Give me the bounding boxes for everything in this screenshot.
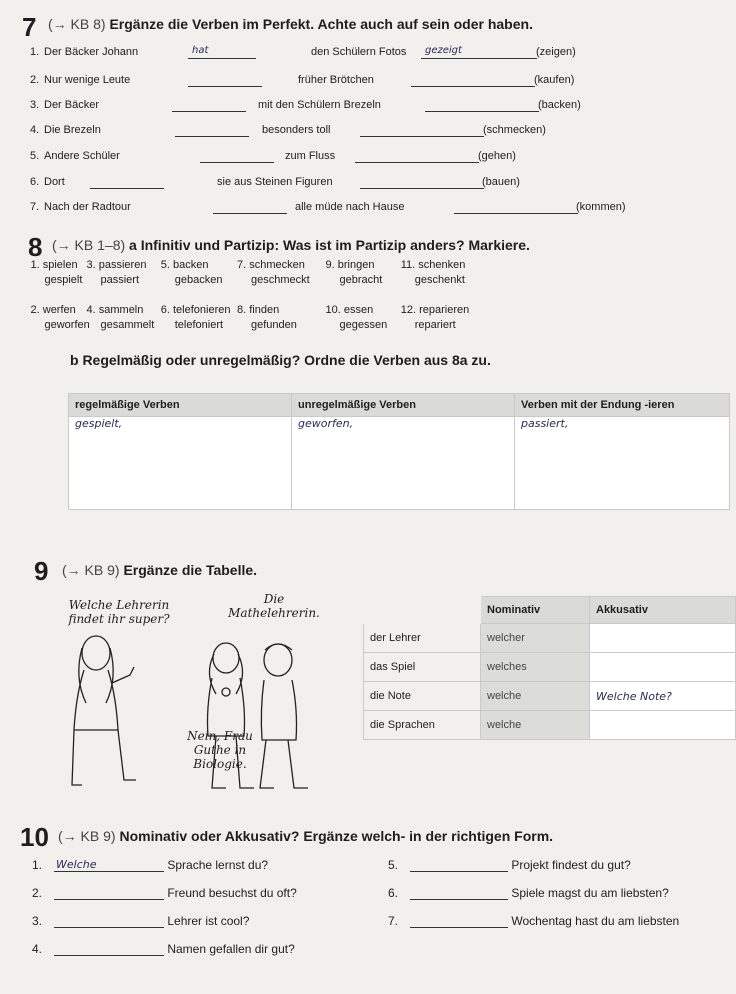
sentence-row bbox=[30, 97, 730, 115]
verb-participle[interactable]: telefoniert bbox=[174, 319, 224, 331]
question-text: Projekt findest du gut? bbox=[511, 858, 631, 872]
nominativ-akkusativ-table bbox=[363, 596, 736, 740]
verb-infinitive-line bbox=[401, 258, 466, 273]
sentence-middle: sie aus Steinen Figuren bbox=[217, 176, 333, 188]
participle-blank[interactable] bbox=[421, 45, 537, 59]
exercise-8b-title: b Regelmäßig oder unregelmäßig? Ordne die Verben aus 8a zu. bbox=[70, 352, 491, 368]
verb-infinitive: bringen bbox=[337, 259, 375, 271]
sentence-number: 3. bbox=[30, 99, 40, 111]
exercise-7-heading bbox=[48, 16, 533, 32]
question-text: Wochentag hast du am liebsten bbox=[511, 914, 680, 928]
participle-blank[interactable] bbox=[425, 98, 539, 112]
sentence-middle: besonders toll bbox=[262, 124, 331, 136]
verb-infinitive: backen bbox=[173, 259, 209, 271]
exercise-10-ref: (→ KB 9) bbox=[58, 828, 116, 844]
auxiliary-blank[interactable] bbox=[188, 45, 256, 59]
question-row bbox=[32, 886, 297, 904]
auxiliary-blank[interactable] bbox=[200, 149, 274, 163]
exercise-9-ref: (→ KB 9) bbox=[62, 562, 120, 578]
verb-infinitive: schmecken bbox=[249, 259, 305, 271]
verb-hint: (kaufen) bbox=[534, 74, 575, 86]
noun-cell: die Note bbox=[364, 682, 481, 711]
verb-hint: (backen) bbox=[538, 99, 581, 111]
verb-pair bbox=[326, 303, 388, 333]
verb-number: 8. bbox=[237, 304, 247, 316]
sentence-middle: alle müde nach Hause bbox=[295, 201, 405, 213]
question-number: 7. bbox=[388, 914, 399, 928]
welch-blank[interactable] bbox=[410, 886, 508, 900]
verb-participle[interactable]: repariert bbox=[414, 319, 456, 331]
participle-blank[interactable] bbox=[411, 73, 535, 87]
verb-infinitive-line bbox=[237, 303, 297, 318]
question-number: 3. bbox=[32, 914, 43, 928]
participle-blank[interactable] bbox=[360, 175, 484, 189]
verb-number: 1. bbox=[30, 259, 40, 271]
verb-hint: (bauen) bbox=[482, 176, 520, 188]
question-row bbox=[388, 886, 669, 904]
sentence-middle: mit den Schülern Brezeln bbox=[258, 99, 381, 111]
question-number: 4. bbox=[32, 942, 43, 956]
auxiliary-blank[interactable] bbox=[90, 175, 164, 189]
participle-blank[interactable] bbox=[355, 149, 479, 163]
verb-number: 4. bbox=[86, 304, 96, 316]
verb-infinitive-line bbox=[237, 258, 310, 273]
verb-pair bbox=[401, 303, 470, 333]
speech-bubble-answer-2: Nein, Frau Guthe in Biologie. bbox=[187, 729, 253, 771]
verb-number: 7. bbox=[237, 259, 247, 271]
sentence-start: Die Brezeln bbox=[44, 124, 101, 136]
verb-pair bbox=[326, 258, 383, 288]
verb-infinitive: essen bbox=[343, 304, 374, 316]
table-row bbox=[364, 624, 736, 653]
sentence-number: 7. bbox=[30, 201, 40, 213]
exercise-7-ref: (→ KB 8) bbox=[48, 16, 106, 32]
exercise-7-number: 7 bbox=[22, 12, 37, 42]
verb-number: 6. bbox=[160, 304, 170, 316]
question-text: Spiele magst du am liebsten? bbox=[511, 886, 669, 900]
verb-pair bbox=[31, 258, 83, 288]
verb-infinitive: reparieren bbox=[419, 304, 470, 316]
welch-blank[interactable] bbox=[410, 858, 508, 872]
entry-regular: gespielt, bbox=[75, 417, 123, 430]
speech-bubble-answer-1: Die Mathelehrerin. bbox=[228, 592, 320, 620]
verb-participle[interactable]: gebracht bbox=[339, 274, 383, 286]
exercise-10-title: Nominativ oder Akkusativ? Ergänze welch- in der richtigen Form. bbox=[119, 828, 554, 844]
verb-infinitive-line bbox=[31, 303, 90, 318]
verb-pair bbox=[87, 258, 147, 288]
header-akkusativ: Akkusativ bbox=[590, 597, 736, 624]
verb-infinitive-line bbox=[401, 303, 470, 318]
question-text: Lehrer ist cool? bbox=[167, 914, 250, 928]
sentence-middle: früher Brötchen bbox=[298, 74, 374, 86]
auxiliary-blank[interactable] bbox=[188, 73, 262, 87]
welch-blank[interactable] bbox=[410, 914, 508, 928]
verb-participle[interactable]: gefunden bbox=[251, 319, 297, 331]
akkusativ-cell[interactable] bbox=[590, 624, 736, 653]
auxiliary-blank[interactable] bbox=[175, 123, 249, 137]
verb-number: 2. bbox=[30, 304, 40, 316]
sentence-row bbox=[30, 44, 730, 62]
verb-infinitive: telefonieren bbox=[173, 304, 231, 316]
verb-infinitive-line bbox=[161, 303, 231, 318]
verb-participle[interactable]: gespielt bbox=[44, 274, 83, 286]
sentence-start: Dort bbox=[44, 176, 65, 188]
sentence-row bbox=[30, 148, 730, 166]
sentence-start: Nach der Radtour bbox=[44, 201, 131, 213]
verb-pair bbox=[161, 303, 231, 333]
verb-infinitive: passieren bbox=[98, 259, 147, 271]
akkusativ-answer: Welche Note? bbox=[596, 689, 672, 703]
akkusativ-cell[interactable] bbox=[590, 711, 736, 740]
exercise-9-heading bbox=[62, 562, 257, 578]
header-nominativ: Nominativ bbox=[481, 597, 590, 624]
participle-blank[interactable] bbox=[360, 123, 484, 137]
question-row bbox=[32, 858, 268, 876]
exercise-9-number: 9 bbox=[34, 556, 49, 586]
sentence-start: Der Bäcker bbox=[44, 99, 100, 111]
header-regular: regelmäßige Verben bbox=[69, 394, 292, 417]
sentence-row bbox=[30, 199, 730, 217]
verb-number: 10. bbox=[325, 304, 341, 316]
welch-blank[interactable] bbox=[54, 942, 164, 956]
verb-number: 3. bbox=[86, 259, 96, 271]
table-row bbox=[364, 711, 736, 740]
verb-number: 9. bbox=[325, 259, 335, 271]
verb-infinitive: sammeln bbox=[98, 304, 144, 316]
verb-participle[interactable]: passiert bbox=[100, 274, 140, 286]
sentence-middle: zum Fluss bbox=[285, 150, 336, 162]
verb-hint: (kommen) bbox=[576, 201, 626, 213]
speech-bubble-question: Welche Lehrerin findet ihr super? bbox=[68, 598, 170, 626]
welch-blank[interactable] bbox=[54, 858, 164, 872]
noun-cell: das Spiel bbox=[364, 653, 481, 682]
sentence-row bbox=[30, 174, 730, 192]
verb-sort-table bbox=[68, 393, 730, 510]
welch-blank[interactable] bbox=[54, 914, 164, 928]
cell-regular[interactable] bbox=[69, 417, 292, 510]
question-number: 2. bbox=[32, 886, 43, 900]
verb-pair bbox=[87, 303, 155, 333]
question-number: 1. bbox=[32, 858, 43, 872]
welch-answer: Welche bbox=[56, 858, 97, 871]
sentence-row bbox=[30, 122, 730, 140]
sentence-number: 4. bbox=[30, 124, 40, 136]
cell-ieren[interactable] bbox=[515, 417, 730, 510]
question-number: 5. bbox=[388, 858, 399, 872]
verb-infinitive-line bbox=[87, 303, 155, 318]
verb-participle[interactable]: gesammelt bbox=[100, 319, 155, 331]
verb-participle[interactable]: gegessen bbox=[339, 319, 388, 331]
sentence-number: 2. bbox=[30, 74, 40, 86]
verb-infinitive-line bbox=[87, 258, 147, 273]
verb-participle[interactable]: geworfen bbox=[44, 319, 90, 331]
welch-blank[interactable] bbox=[54, 886, 164, 900]
verb-infinitive-line bbox=[161, 258, 223, 273]
auxiliary-answer: hat bbox=[192, 45, 209, 56]
akkusativ-cell[interactable] bbox=[590, 653, 736, 682]
verb-number: 5. bbox=[160, 259, 170, 271]
verb-number: 11. bbox=[400, 259, 416, 271]
verb-pair bbox=[237, 303, 297, 333]
table-row bbox=[364, 653, 736, 682]
question-row bbox=[32, 942, 295, 960]
exercise-8-ref: (→ KB 1–8) bbox=[52, 237, 126, 253]
question-row bbox=[388, 858, 631, 876]
auxiliary-blank[interactable] bbox=[172, 98, 246, 112]
exercise-8a-title: a Infinitiv und Partizip: Was ist im Partizip anders? Markiere. bbox=[129, 237, 530, 253]
verb-participle[interactable]: gebacken bbox=[174, 274, 223, 286]
verb-pair bbox=[31, 303, 90, 333]
question-row bbox=[32, 914, 249, 932]
participle-answer: gezeigt bbox=[425, 45, 462, 56]
table-row bbox=[364, 682, 736, 711]
exercise-9-title: Ergänze die Tabelle. bbox=[123, 562, 258, 578]
verb-infinitive-line bbox=[31, 258, 83, 273]
verb-hint: (zeigen) bbox=[536, 46, 576, 58]
exercise-7-title: Ergänze die Verben im Perfekt. Achte auch auf sein oder haben. bbox=[109, 16, 533, 32]
verb-infinitive-line bbox=[326, 303, 388, 318]
nominativ-cell: welche bbox=[481, 682, 590, 711]
exercise-10-heading bbox=[58, 828, 553, 844]
sentence-number: 5. bbox=[30, 150, 40, 162]
verb-infinitive: schenken bbox=[418, 259, 466, 271]
sentence-start: Andere Schüler bbox=[44, 150, 120, 162]
verb-pair bbox=[237, 258, 310, 288]
verb-participle[interactable]: geschenkt bbox=[414, 274, 465, 286]
header-ieren: Verben mit der Endung -ieren bbox=[515, 394, 730, 417]
exercise-8-number: 8 bbox=[28, 232, 43, 262]
verb-infinitive: finden bbox=[249, 304, 280, 316]
question-text: Freund besuchst du oft? bbox=[167, 886, 297, 900]
question-number: 6. bbox=[388, 886, 399, 900]
sentence-row bbox=[30, 72, 730, 90]
exercise-8a-heading bbox=[52, 237, 530, 253]
nominativ-cell: welche bbox=[481, 711, 590, 740]
verb-pair bbox=[161, 258, 223, 288]
exercise-10-number: 10 bbox=[20, 822, 49, 852]
sentence-start: Der Bäcker Johann bbox=[44, 46, 139, 58]
noun-cell: die Sprachen bbox=[364, 711, 481, 740]
verb-hint: (gehen) bbox=[478, 150, 516, 162]
verb-number: 12. bbox=[400, 304, 417, 316]
header-irregular: unregelmäßige Verben bbox=[292, 394, 515, 417]
entry-irregular: geworfen, bbox=[298, 417, 354, 430]
verb-infinitive-line bbox=[326, 258, 383, 273]
question-text: Sprache lernst du? bbox=[167, 858, 269, 872]
akkusativ-cell[interactable] bbox=[590, 682, 736, 711]
verb-infinitive: werfen bbox=[42, 304, 76, 316]
sentence-number: 1. bbox=[30, 46, 40, 58]
sentence-number: 6. bbox=[30, 176, 40, 188]
participle-blank[interactable] bbox=[454, 200, 578, 214]
cell-irregular[interactable] bbox=[292, 417, 515, 510]
verb-pair bbox=[401, 258, 466, 288]
sentence-start: Nur wenige Leute bbox=[44, 74, 131, 86]
noun-cell: der Lehrer bbox=[364, 624, 481, 653]
auxiliary-blank[interactable] bbox=[213, 200, 287, 214]
nominativ-cell: welcher bbox=[481, 624, 590, 653]
verb-hint: (schmecken) bbox=[483, 124, 546, 136]
sentence-middle: den Schülern Fotos bbox=[311, 46, 407, 58]
nominativ-cell: welches bbox=[481, 653, 590, 682]
question-text: Namen gefallen dir gut? bbox=[167, 942, 295, 956]
verb-infinitive: spielen bbox=[42, 259, 78, 271]
verb-participle[interactable]: geschmeckt bbox=[251, 274, 310, 286]
question-row bbox=[388, 914, 679, 932]
header-empty bbox=[364, 597, 481, 624]
entry-ieren: passiert, bbox=[521, 417, 569, 430]
